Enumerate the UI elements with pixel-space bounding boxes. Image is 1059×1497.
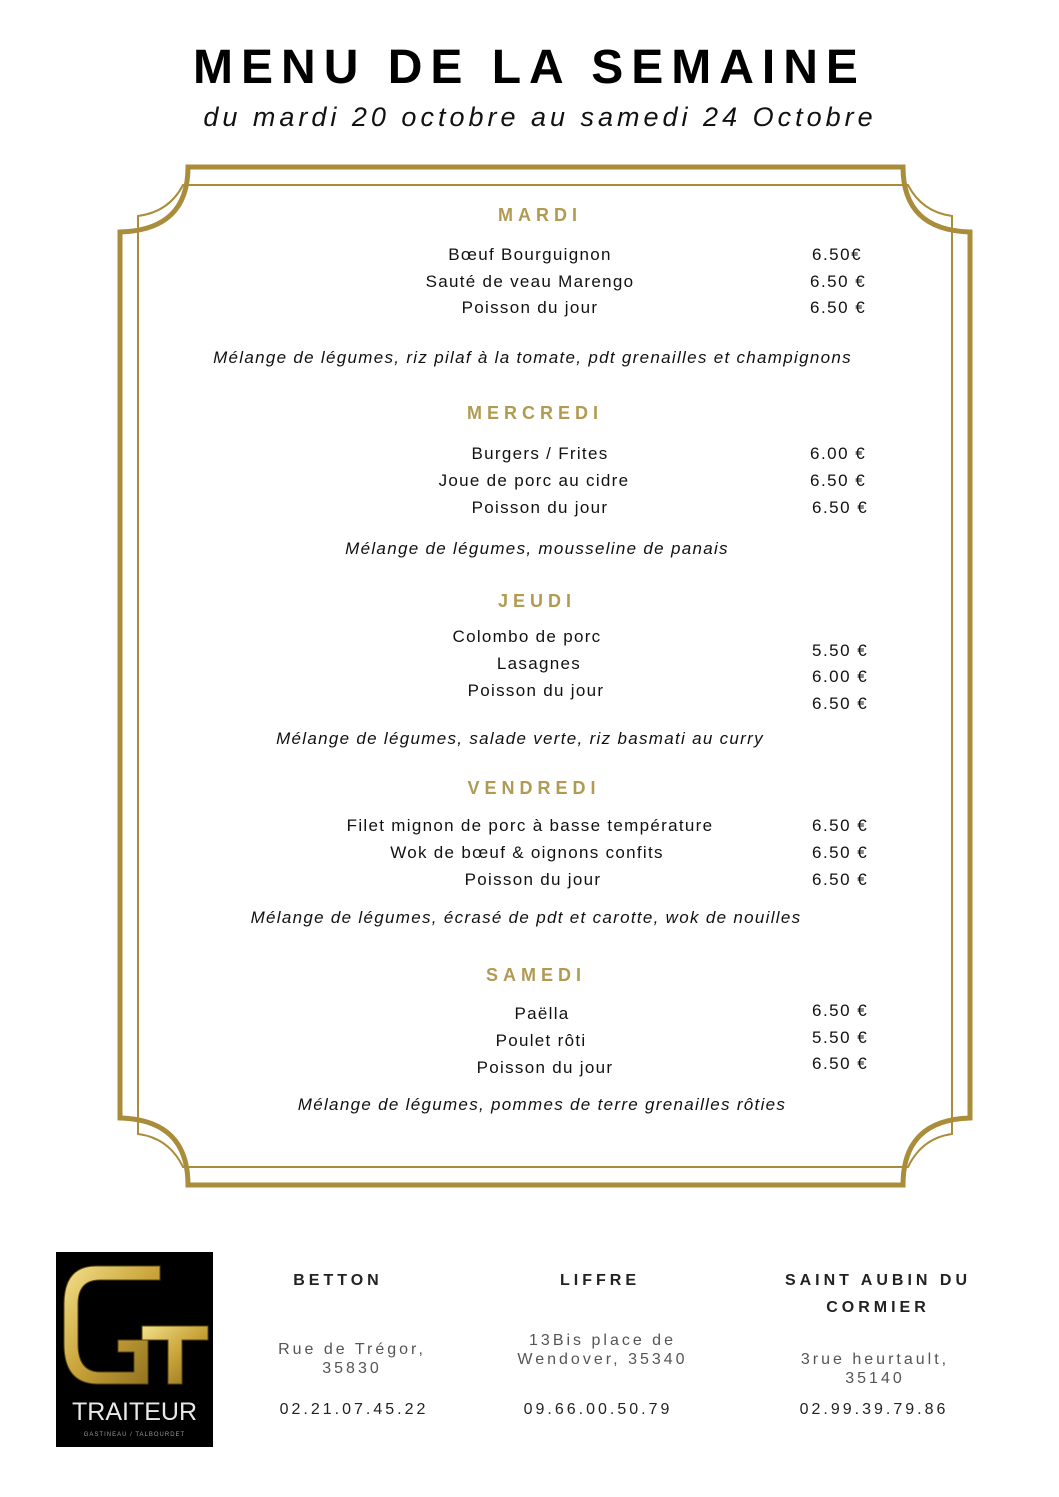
dish-item: Lasagnes xyxy=(496,654,582,673)
dish-item: Poisson du jour xyxy=(467,681,605,700)
dish-price: 6.50 € xyxy=(812,870,869,889)
dish-item: Wok de bœuf & oignons confits xyxy=(390,843,664,862)
dish-item: Poisson du jour xyxy=(461,298,599,317)
dish-price: 6.50 € xyxy=(812,1054,869,1073)
dish-price: 6.50€ xyxy=(812,245,863,264)
side-dishes-text: Mélange de légumes, salade verte, riz basmati au curry xyxy=(276,729,764,748)
gt-traiteur-logo xyxy=(56,1252,213,1447)
dish-item: Sauté de veau Marengo xyxy=(425,272,635,291)
dish-price: 5.50 € xyxy=(812,641,869,660)
dish-item: Poisson du jour xyxy=(476,1058,614,1077)
location-address: 3rue heurtault, 35140 xyxy=(800,1351,950,1387)
location-address: Rue de Trégor, 35830 xyxy=(278,1341,426,1377)
logo-subtext: GASTINEAU / TALBOURDET xyxy=(83,1432,186,1438)
gt-monogram-icon xyxy=(56,1252,213,1402)
dish-item: Bœuf Bourguignon xyxy=(448,245,612,264)
location-name-saint-aubin: SAINT AUBIN DU CORMIER xyxy=(784,1272,972,1316)
day-heading-mardi: MARDI xyxy=(498,205,582,225)
side-dishes-text: Mélange de légumes, pommes de terre grenailles rôties xyxy=(297,1095,787,1114)
dish-price: 6.50 € xyxy=(812,498,869,517)
dish-price: 6.50 € xyxy=(810,272,867,291)
page-title: MENU DE LA SEMAINE xyxy=(193,41,866,94)
dish-item: Burgers / Frites xyxy=(471,444,609,463)
dish-price: 6.50 € xyxy=(812,694,869,713)
location-name-liffre: LIFFRE xyxy=(560,1272,640,1289)
side-dishes-text: Mélange de légumes, riz pilaf à la tomate, pdt grenailles et champignons xyxy=(213,348,852,367)
dish-price: 6.50 € xyxy=(810,298,867,317)
side-dishes-text: Mélange de légumes, mousseline de panais xyxy=(345,539,729,558)
location-phone: 02.21.07.45.22 xyxy=(279,1401,429,1418)
dish-price: 5.50 € xyxy=(812,1028,869,1047)
dish-price: 6.00 € xyxy=(810,444,867,463)
dish-price: 6.50 € xyxy=(812,1001,869,1020)
day-heading-mercredi: MERCREDI xyxy=(466,403,603,423)
dish-item: Poisson du jour xyxy=(471,498,609,517)
dish-price: 6.00 € xyxy=(812,667,869,686)
dish-item: Poulet rôti xyxy=(495,1031,587,1050)
day-heading-jeudi: JEUDI xyxy=(497,591,576,611)
dish-item: Joue de porc au cidre xyxy=(438,471,630,490)
page-subtitle: du mardi 20 octobre au samedi 24 Octobre xyxy=(203,102,877,132)
dish-price: 6.50 € xyxy=(812,816,869,835)
day-heading-samedi: SAMEDI xyxy=(485,965,586,985)
location-name-betton: BETTON xyxy=(293,1272,383,1289)
dish-price: 6.50 € xyxy=(812,843,869,862)
dish-item: Colombo de porc xyxy=(452,627,602,646)
dish-price: 6.50 € xyxy=(810,471,867,490)
dish-item: Poisson du jour xyxy=(464,870,602,889)
location-address: 13Bis place de Wendover, 35340 xyxy=(517,1332,688,1368)
logo-text: TRAITEUR xyxy=(72,1398,197,1426)
location-phone: 02.99.39.79.86 xyxy=(799,1401,949,1418)
side-dishes-text: Mélange de légumes, écrasé de pdt et carotte, wok de nouilles xyxy=(250,908,802,927)
day-heading-vendredi: VENDREDI xyxy=(467,778,601,798)
dish-item: Filet mignon de porc à basse température xyxy=(346,816,714,835)
location-phone: 09.66.00.50.79 xyxy=(523,1401,673,1418)
dish-item: Paëlla xyxy=(514,1004,570,1023)
